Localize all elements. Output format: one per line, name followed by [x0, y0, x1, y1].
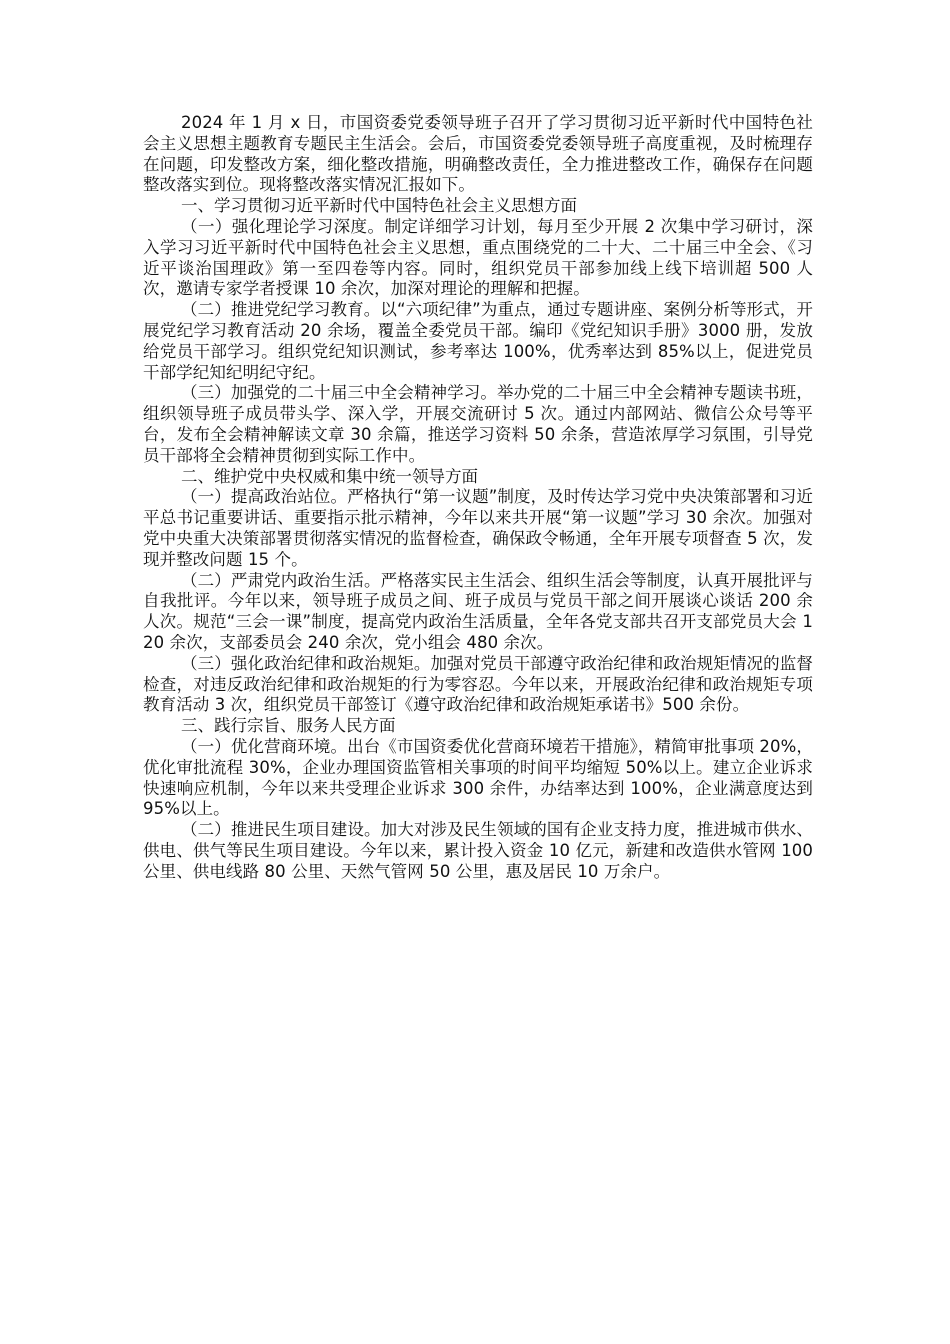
intro-paragraph: 2024 年 1 月 x 日，市国资委党委领导班子召开了学习贯彻习近平新时代中国特色社会主义思想主题教育专题民主生活会。会后，市国资委党委领导班子高度重视，及时梳理存在问题，印发整改方案，细化整改措施，明确整改责任，全力推进整改工作，确保存在问题整改落实到位。现将整改落实情况汇报如下。	[143, 113, 813, 195]
section-2-item-2: （二）严肃党内政治生活。严格落实民主生活会、组织生活会等制度，认真开展批评与自我批评。今年以来，领导班子成员之间、班子成员与党员干部之间开展谈心谈话 200 余人次。规范“三会一课”制度，提高党内政治生活质量，全年各党支部共召开支部党员大会 120 余次，支部委员会 240 余次，党小组会 480 余次。	[143, 570, 813, 652]
section-1-item-1: （一）强化理论学习深度。制定详细学习计划，每月至少开展 2 次集中学习研讨，深入学习习近平新时代中国特色社会主义思想，重点围绕党的二十大、二十届三中全会、《习近平谈治国理政》第一至四卷等内容。同时，组织党员干部参加线上线下培训超 500 人次，邀请专家学者授课 10 余次，加深对理论的理解和把握。	[143, 216, 813, 299]
section-heading-1: 一、学习贯彻习近平新时代中国特色社会主义思想方面	[181, 196, 577, 216]
section-1-item-3: （三）加强党的二十届三中全会精神学习。举办党的二十届三中全会精神专题读书班，组织领导班子成员带头学、深入学，开展交流研讨 5 次。通过内部网站、微信公众号等平台，发布全会精神解读文章 30 余篇，推送学习资料 50 余条，营造浓厚学习氛围，引导党员干部将全会精神贯彻到实际工作中。	[143, 383, 813, 465]
document-page	[143, 113, 813, 882]
section-3-item-1: （一）优化营商环境。出台《市国资委优化营商环境若干措施》，精简审批事项 20%，优化审批流程 30%，企业办理国资监管相关事项的时间平均缩短 50%以上。建立企业诉求快速响应机制，今年以来共受理企业诉求 300 余件，办结率达到 100%，企业满意度达到 95%以上。	[143, 736, 813, 819]
section-heading-2: 二、维护党中央权威和集中统一领导方面	[181, 466, 478, 486]
section-1-item-2: （二）推进党纪学习教育。以“六项纪律”为重点，通过专题讲座、案例分析等形式，开展党纪学习教育活动 20 余场，覆盖全委党员干部。编印《党纪知识手册》3000 册，发放给党员干部学习。组织党纪知识测试，参考率达 100%，优秀率达到 85%以上，促进党员干部学纪知纪明纪守纪。	[143, 300, 813, 382]
section-2-item-1: （一）提高政治站位。严格执行“第一议题”制度，及时传达学习党中央决策部署和习近平总书记重要讲话、重要指示批示精神，今年以来共开展“第一议题”学习 30 余次。加强对党中央重大决策部署贯彻落实情况的监督检查，确保政令畅通，全年开展专项督查 5 次，发现并整改问题 15 个。	[143, 487, 813, 569]
section-3-item-2: （二）推进民生项目建设。加大对涉及民生领域的国有企业支持力度，推进城市供水、供电、供气等民生项目建设。今年以来，累计投入资金 10 亿元，新建和改造供水管网 100 公里、供电线路 80 公里、天然气管网 50 公里，惠及居民 10 万余户。	[143, 820, 813, 881]
section-heading-3: 三、践行宗旨、服务人民方面	[181, 716, 396, 736]
section-2-item-3: （三）强化政治纪律和政治规矩。加强对党员干部遵守政治纪律和政治规矩情况的监督检查，对违反政治纪律和政治规矩的行为零容忍。今年以来，开展政治纪律和政治规矩专项教育活动 3 次，组织党员干部签订《遵守政治纪律和政治规矩承诺书》500 余份。	[143, 653, 813, 715]
